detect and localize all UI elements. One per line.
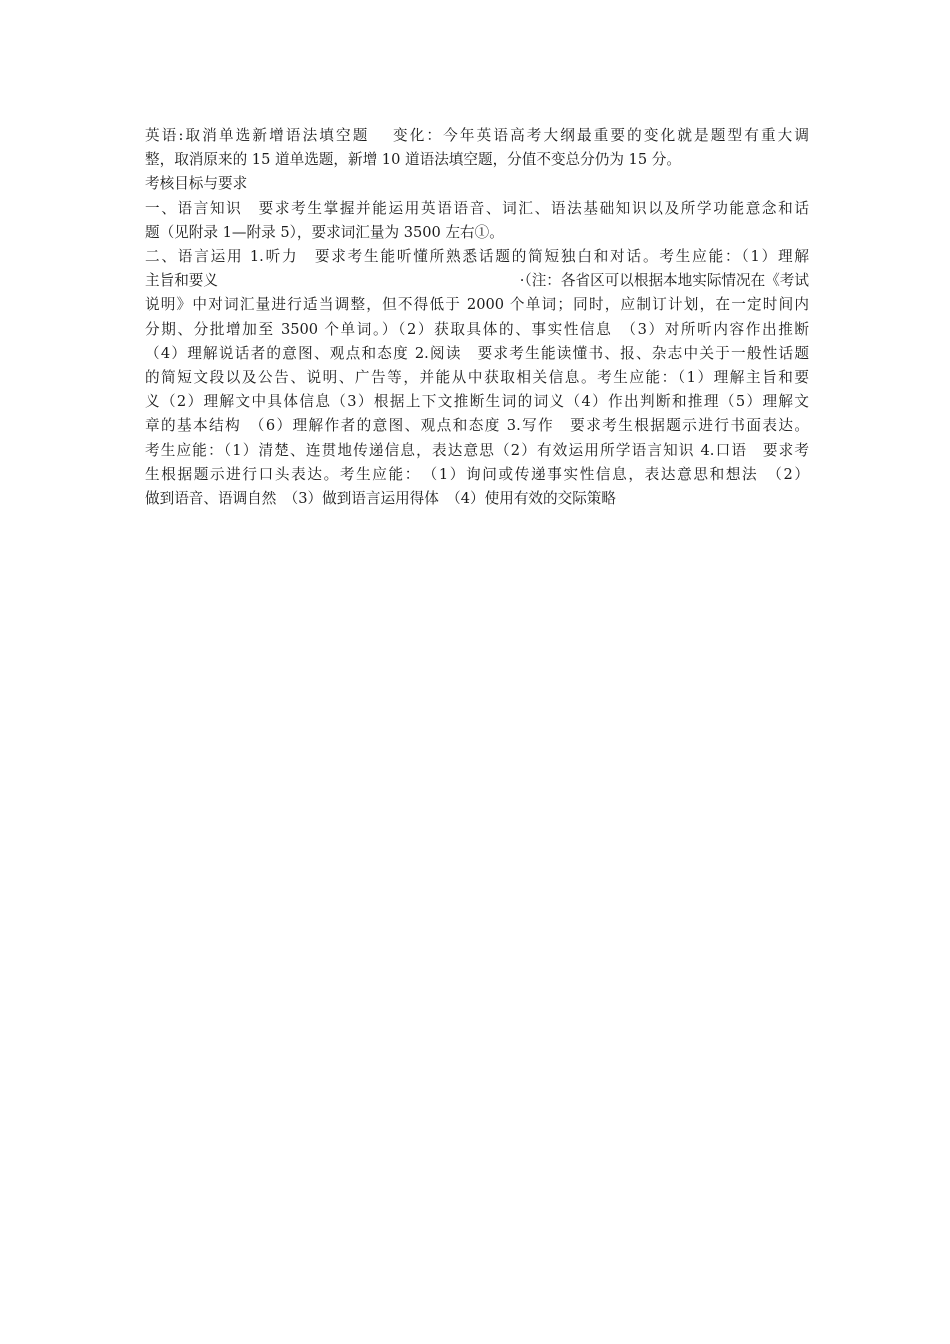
text-line: 分期、分批增加至 3500 个单词。）（2）获取具体的、事实性信息 （3）对所听内容作出推断 bbox=[145, 320, 809, 338]
text-line-split bbox=[145, 269, 809, 293]
text-line: 说明》中对词汇量进行适当调整，但不得低于 2000 个单词；同时，应制订计划，在一定时间内 bbox=[145, 296, 809, 314]
text-line: 的简短文段以及公告、说明、广告等，并能从中获取相关信息。考生应能：（1）理解主旨和要 bbox=[145, 369, 809, 387]
text-fragment-right: ·（注：各省区可以根据本地实际情况在《考试 bbox=[519, 272, 809, 290]
text-line: 生根据题示进行口头表达。考生应能： （1）询问或传递事实性信息，表达意思和想法 （2） bbox=[145, 465, 809, 483]
text-line: 考生应能：（1）清楚、连贯地传递信息，表达意思（2）有效运用所学语言知识 4.口语 要求考 bbox=[145, 441, 809, 459]
paragraph-language-use bbox=[145, 245, 809, 511]
text-line: 义（2）理解文中具体信息（3）根据上下文推断生词的词义（4）作出判断和推理（5）理解文 bbox=[145, 393, 809, 411]
text-line: 考核目标与要求 bbox=[145, 175, 248, 193]
text-line: （4）理解说话者的意图、观点和态度 2.阅读 要求考生能读懂书、报、杂志中关于一般性话题 bbox=[145, 344, 809, 362]
text-line: 一、语言知识 要求考生掌握并能运用英语语音、词汇、语法基础知识以及所学功能意念和话 bbox=[145, 199, 809, 217]
text-line: 整，取消原来的 15 道单选题，新增 10 道语法填空题，分值不变总分仍为 15 分。 bbox=[145, 151, 681, 169]
text-line: 做到语音、语调自然 （3）做到语言运用得体 （4）使用有效的交际策略 bbox=[145, 490, 616, 508]
paragraph-english-change bbox=[145, 124, 809, 172]
document-body bbox=[145, 124, 809, 511]
text-line: 二、语言运用 1.听力 要求考生能听懂所熟悉话题的简短独白和对话。考生应能：（1）理解 bbox=[145, 248, 809, 266]
paragraph-language-knowledge bbox=[145, 197, 809, 245]
text-line: 章的基本结构 （6）理解作者的意图、观点和态度 3.写作 要求考生根据题示进行书面表达。 bbox=[145, 417, 809, 435]
section-heading bbox=[145, 172, 809, 196]
text-fragment-left: 主旨和要义 bbox=[145, 272, 218, 290]
text-line: 题（见附录 1—附录 5），要求词汇量为 3500 左右①。 bbox=[145, 223, 504, 241]
text-line: 英语:取消单选新增语法填空题 变化：今年英语高考大纲最重要的变化就是题型有重大调 bbox=[145, 127, 809, 144]
